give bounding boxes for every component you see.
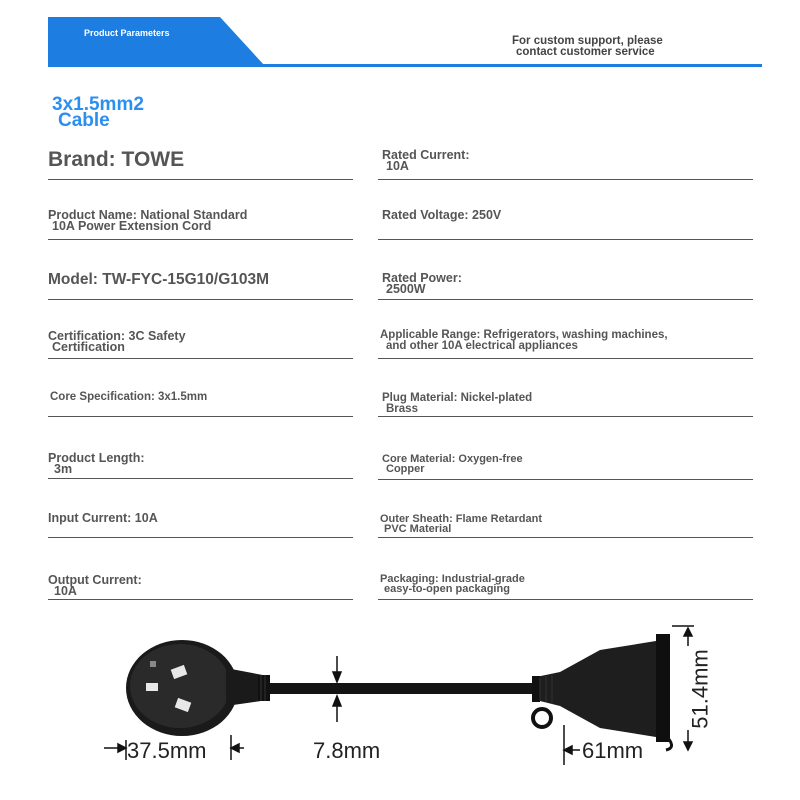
contact-line-1: For custom support, please	[512, 35, 663, 47]
cable-title	[52, 94, 144, 131]
header-divider	[48, 64, 762, 67]
spec-packaging	[378, 574, 753, 600]
spec-certification	[48, 331, 353, 359]
spec-brand-text: Brand: TOWE	[48, 148, 185, 171]
cable	[270, 683, 538, 694]
socket-head	[532, 634, 672, 750]
spec-plug-material	[378, 393, 753, 417]
spec-output-current	[48, 575, 353, 600]
extension-cord-illustration	[100, 610, 720, 800]
spec-outer-sheath-line-1: Outer Sheath: Flame Retardant	[380, 513, 542, 525]
spec-certification-line-1: Certification: 3C Safety	[48, 329, 186, 343]
dimension-socket-height: 51.4mm	[687, 649, 713, 729]
spec-applicable-range-line-1: Applicable Range: Refrigerators, washing machines,	[380, 329, 668, 341]
spec-model	[48, 271, 353, 300]
spec-core-specification	[48, 392, 353, 417]
spec-product-length-line-2: 3m	[54, 462, 73, 476]
dimension-socket-length: 61mm	[582, 738, 644, 763]
spec-product-length	[48, 453, 353, 479]
spec-core-material-line-1: Core Material: Oxygen-free	[382, 453, 523, 465]
spec-rated-current-line-2: 10A	[386, 159, 409, 173]
spec-certification-line-2: Certification	[52, 340, 125, 354]
spec-outer-sheath	[378, 514, 753, 538]
spec-output-current-line-2: 10A	[54, 584, 77, 598]
spec-outer-sheath-line-2: PVC Material	[384, 523, 452, 535]
spec-applicable-range-line-2: and other 10A electrical appliances	[386, 340, 578, 352]
spec-rated-voltage-text: Rated Voltage: 250V	[382, 208, 502, 222]
spec-packaging-line-1: Packaging: Industrial-grade	[380, 573, 525, 585]
spec-model-text: Model: TW-FYC-15G10/G103M	[48, 271, 270, 288]
spec-rated-voltage	[378, 210, 753, 240]
spec-plug-material-line-2: Brass	[386, 403, 418, 415]
spec-packaging-line-2: easy-to-open packaging	[384, 583, 510, 595]
spec-rated-power-line-2: 2500W	[386, 282, 426, 296]
dimension-cable-diameter: 7.8mm	[313, 738, 381, 763]
spec-core-material	[378, 454, 753, 480]
plug-head	[126, 640, 270, 736]
banner-title: Product Parameters	[84, 28, 170, 38]
spec-input-current	[48, 513, 353, 538]
spec-rated-power-line-1: Rated Power:	[382, 271, 462, 285]
spec-input-current-text: Input Current: 10A	[48, 511, 158, 525]
spec-applicable-range	[378, 330, 753, 359]
cable-title-line-2: Cable	[58, 110, 110, 131]
spec-output-current-line-1: Output Current:	[48, 573, 142, 587]
spec-rated-current	[378, 150, 753, 180]
spec-product-name-line-1: Product Name: National Standard	[48, 208, 248, 222]
cable-title-line-1: 3x1.5mm2	[52, 94, 144, 115]
spec-product-name-line-2: 10A Power Extension Cord	[52, 219, 212, 233]
spec-core-specification-text: Core Specification: 3x1.5mm	[50, 391, 208, 403]
spec-rated-current-line-1: Rated Current:	[382, 148, 470, 162]
contact-note	[512, 36, 663, 58]
spec-core-material-line-2: Copper	[386, 463, 425, 475]
spec-rated-power	[378, 273, 753, 300]
spec-product-name	[48, 210, 353, 240]
spec-plug-material-line-1: Plug Material: Nickel-plated	[382, 392, 533, 404]
contact-line-2: contact customer service	[516, 46, 655, 58]
header-banner	[48, 17, 264, 65]
dimension-plug-width: 37.5mm	[127, 738, 207, 763]
spec-brand	[48, 148, 353, 180]
spec-product-length-line-1: Product Length:	[48, 451, 145, 465]
